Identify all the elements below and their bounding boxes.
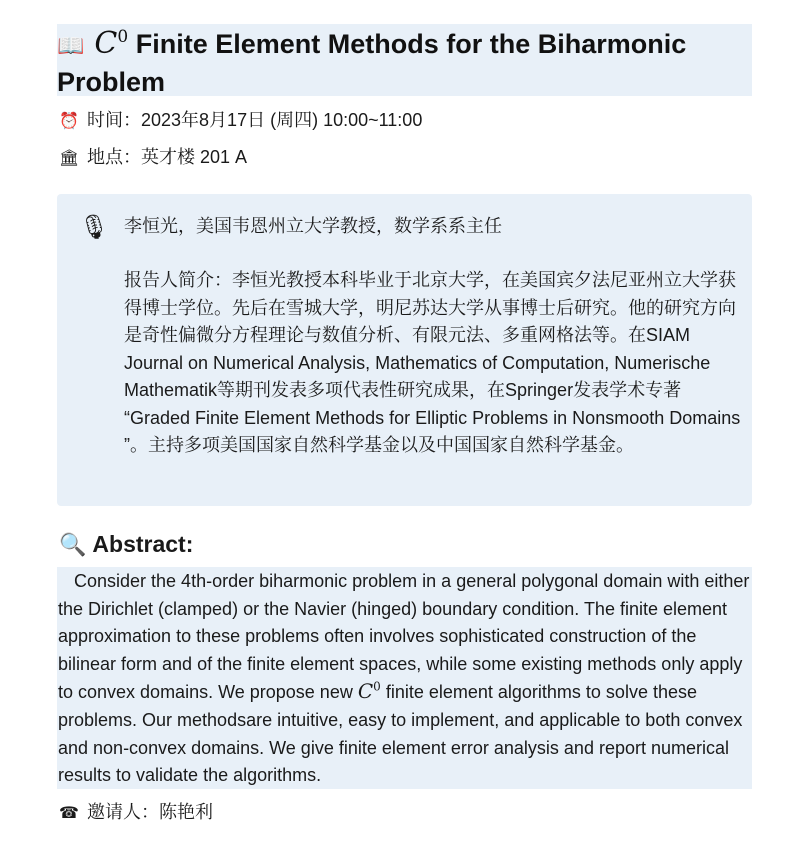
abstract-text-after: finite element algorithms to solve these problems. Our methodsare intuitive, easy to implement, and applicable to both convex and non-convex domains. We give finite element error analysis and report numerical results to validate the algorithms. [58, 682, 743, 786]
abstract-box [57, 567, 752, 789]
magnifying-glass-icon: 🔍 [59, 532, 87, 557]
speaker-box [57, 194, 752, 506]
page-title [57, 24, 752, 100]
inviter-value: 陈艳利 [159, 802, 213, 822]
inviter-label: 邀请人： [87, 802, 159, 822]
speaker-name: 李恒光，美国韦恩州立大学教授，数学系系主任 [124, 216, 502, 236]
abstract-text [57, 567, 752, 790]
abstract-math-sup: 0 [373, 679, 381, 694]
place-label: 地点： [87, 147, 141, 167]
speaker-bio: 报告人简介：李恒光教授本科毕业于北京大学，在美国宾夕法尼亚州立大学获得博士学位。先后在雪城大学，明尼苏达大学从事博士后研究。他的研究方向是奇性偏微分方程理论与数值分析、有限元法、多重网格法等。在SIAM Journal on Numerical Analysis, Mathematics of Computation, Numerische Mathematik等期刊发表多项代表性研究成果，在Springer发表学术专著 “Graded Finite Element Methods for Elliptic Problems in Nonsmooth Domains ”。主持多项美国国家自然科学基金以及中国国家自然科学基金。 [124, 270, 741, 455]
microphone-icon: 🎙 [79, 214, 110, 241]
telephone-icon: ☎ [59, 805, 79, 822]
title-math-sup: 0 [117, 27, 129, 47]
time-value: 2023年8月17日 (周四) 10:00~11:00 [141, 110, 423, 130]
abstract-heading [59, 528, 193, 561]
title-text: Finite Element Methods for the Biharmonic Problem [57, 29, 687, 97]
abstract-math-base: C [357, 679, 374, 704]
time-label: 时间： [87, 110, 141, 130]
inviter-row [59, 800, 213, 826]
place-row [59, 145, 247, 171]
title-math-base: C [94, 26, 118, 61]
title-math-c0 [94, 26, 128, 61]
classical-building-icon: 🏛 [59, 150, 80, 167]
time-row [59, 108, 422, 134]
abstract-text-before: Consider the 4th-order biharmonic problem in a general polygonal domain with either the Dirichlet (clamped) or the Navier (hinged) boundary condition. The finite element approximation to these problems often involves sophisticated construction of the bilinear form and of the finite element spaces, while some existing methods only apply to convex domains. We propose new [58, 571, 750, 703]
place-value: 英才楼 201 A [141, 147, 248, 167]
open-book-icon: 📖 [57, 33, 85, 58]
abstract-math-c0 [358, 679, 381, 703]
title-block [57, 24, 752, 96]
alarm-clock-icon: ⏰ [59, 113, 79, 130]
abstract-heading-text: Abstract: [92, 531, 194, 557]
